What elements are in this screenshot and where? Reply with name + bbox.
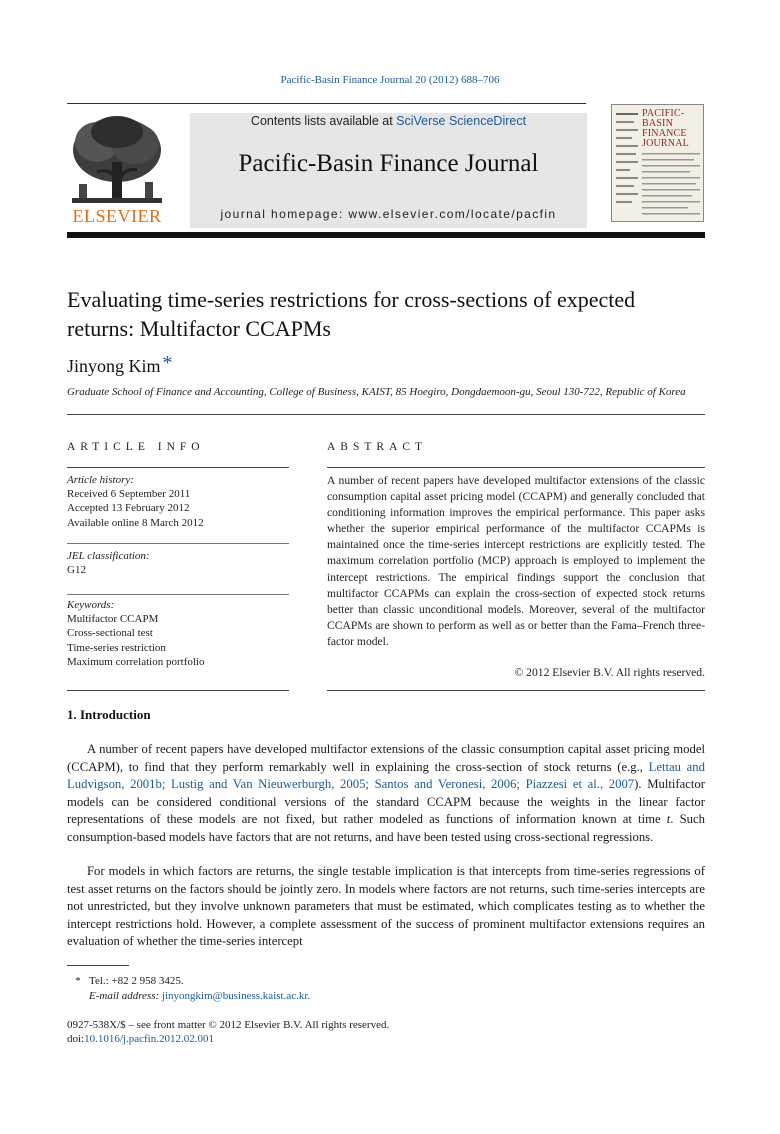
- intro-text: A number of recent papers have developed multifactor extensions of the classic consumption capital asset pricing model (CCAPM), to find that they perform remarkably well in explaining the cross-section of stock returns (e.g.,: [67, 742, 705, 774]
- article-history: [67, 473, 289, 530]
- front-matter-issn: 0927-538X/$ – see front matter © 2012 Elsevier B.V. All rights reserved.: [67, 1019, 390, 1031]
- introduction-heading: 1. Introduction: [67, 707, 151, 722]
- abstract-heading: ABSTRACT: [327, 441, 428, 453]
- abstract-text: A number of recent papers have developed multifactor extensions of the classic consumption capital asset pricing model (CCAPM) and generally concluded that conditioning information improves the empirical performance. This paper asks whether the superior empirical performance of the multifactor CCAPMs is maintained once the time-series intercept restrictions are explicitly tested. The maximum correlation portfolio (MCP) approach is employed to implement the intercept restrictions. The empirical findings support the conclusion that multifactor CCAPMs can explain the cross-section of expected stock returns better than classic unconditional models. Moreover, several of the multifactor CCAPMs are shown to perform as well as or better than the Fama–French three-factor model.: [327, 474, 705, 648]
- footnote-mark: *: [75, 975, 81, 987]
- affiliation-rule: [67, 414, 705, 415]
- journal-cover-thumbnail[interactable]: [611, 104, 704, 222]
- cover-text-lines: [642, 151, 704, 221]
- introduction-paragraph-2: [67, 863, 705, 951]
- keywords-label: Keywords:: [67, 599, 115, 611]
- doi-link[interactable]: 10.1016/j.pacfin.2012.02.001: [84, 1033, 214, 1045]
- abstract-copyright: © 2012 Elsevier B.V. All rights reserved.: [514, 666, 705, 679]
- intro-text: ). Multifactor models can be considered conditional versions of the standard CCAPM because the weights in the linear factor representations of these models are not fixed, but rather modeled as functions of information known at time: [67, 777, 705, 827]
- keyword: Cross-sectional test: [67, 627, 153, 640]
- cover-title-line: PACIFIC-: [642, 108, 685, 119]
- keywords: [67, 598, 289, 669]
- elsevier-wordmark: ELSEVIER: [72, 206, 162, 226]
- footnote-email: [89, 990, 310, 1002]
- jel-code: G12: [67, 564, 86, 577]
- citation-links[interactable]: Lettau and Ludvigson, 2001b; Lustig and Van Nieuwerburgh, 2005; Santos and Veronesi, 2006; Piazzesi et al., 2007: [67, 759, 705, 792]
- doi-label: doi:: [67, 1033, 85, 1045]
- journal-homepage-link[interactable]: journal homepage: www.elsevier.com/locate/pacfin: [220, 207, 557, 221]
- history-label: Article history:: [67, 474, 134, 486]
- contents-availability: [190, 114, 587, 128]
- footnote-tel: [67, 975, 184, 987]
- article-info-rule: [67, 467, 289, 468]
- intro-text: For models in which factors are returns, the single testable implication is that intercepts from time-series regressions of test asset returns on the factors should be jointly zero. In models where factors are not returns, such time-series intercepts are not unrestricted, but they involve unknown parameters that must be estimated, which complicates testing as to whether the intercept restrictions hold. However, a complete assessment of the success of prominent multifactor extensions requires an evaluation of whether the time-series intercept: [67, 864, 705, 949]
- cover-title-line: BASIN: [642, 118, 674, 129]
- cover-title: [642, 109, 704, 149]
- author-name: Jinyong Kim: [67, 356, 161, 376]
- author-footnote-mark[interactable]: *: [162, 352, 173, 374]
- received-date: Received 6 September 2011: [67, 488, 191, 501]
- abstract-rule: [327, 467, 705, 468]
- journal-name: Pacific-Basin Finance Journal: [238, 150, 539, 177]
- jel-classification: [67, 549, 289, 577]
- keyword: Maximum correlation portfolio: [67, 655, 205, 668]
- cover-title-line: FINANCE: [642, 128, 687, 139]
- author-line: [67, 352, 173, 378]
- article-info-divider: [67, 543, 289, 544]
- article-info-heading: ARTICLE INFO: [67, 441, 205, 453]
- accepted-date: Accepted 13 February 2012: [67, 502, 190, 515]
- keyword: Time-series restriction: [67, 641, 166, 654]
- article-info-bottom-rule: [67, 690, 289, 691]
- header-thick-rule: [67, 232, 705, 238]
- footnote-tel-text: Tel.: +82 2 958 3425.: [89, 975, 184, 987]
- journal-reference[interactable]: Pacific-Basin Finance Journal 20 (2012) 688–706: [280, 74, 500, 86]
- email-label: E-mail address:: [89, 990, 162, 1002]
- article-title: Evaluating time-series restrictions for cross-sections of expected returns: Multifactor CCAPMs: [67, 287, 636, 341]
- keyword: Multifactor CCAPM: [67, 613, 159, 626]
- introduction-paragraph-1: [67, 741, 705, 847]
- header-top-rule: [67, 103, 586, 104]
- contents-prefix: Contents lists available at: [250, 114, 397, 128]
- jel-label: JEL classification:: [67, 550, 150, 562]
- sciencedirect-link[interactable]: SciVerse ScienceDirect: [396, 114, 527, 128]
- cover-title-line: JOURNAL: [642, 138, 689, 149]
- intro-text: . Such consumption-based models have factors that are not returns, and have been tested using cross-sectional regressions.: [67, 812, 706, 844]
- math-variable-t: t: [666, 812, 671, 827]
- article-info-divider: [67, 594, 289, 595]
- email-link[interactable]: jinyongkim@business.kaist.ac.kr.: [161, 990, 311, 1002]
- abstract-bottom-rule: [327, 690, 705, 691]
- front-matter-doi: [67, 1033, 214, 1045]
- footnote-rule: [67, 965, 129, 966]
- author-affiliation: Graduate School of Finance and Accounting, College of Business, KAIST, 85 Hoegiro, Dongdaemoon-gu, Seoul 130-722, Republic of Korea: [67, 386, 686, 398]
- online-date: Available online 8 March 2012: [67, 516, 204, 529]
- cover-contents-lines: [614, 109, 642, 219]
